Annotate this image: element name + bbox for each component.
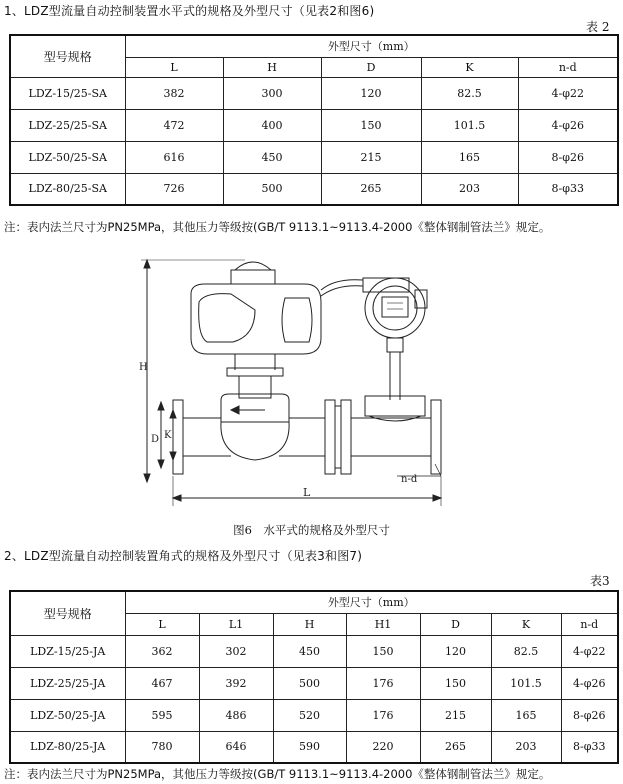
table-cell: 400 [223,109,321,141]
table2-col-header: H [223,57,321,77]
table-cell: 616 [125,141,223,173]
table-cell: LDZ-50/25-SA [10,141,125,173]
table-cell: 362 [125,635,199,667]
table-cell: 4-φ22 [561,635,618,667]
table2-note: 注：表内法兰尺寸为PN25MPa，其他压力等级按(GB/T 9113.1~9113.4-2000《整体钢制管法兰》规定。 [4,220,551,234]
nd-label: n-d [401,474,418,485]
table-cell: 646 [199,731,273,763]
table2 [9,34,619,206]
table-cell: 590 [273,731,346,763]
table-cell: 215 [321,141,421,173]
table-cell: 101.5 [491,667,561,699]
table-cell: LDZ-80/25-JA [10,731,125,763]
l-label: L [303,486,311,499]
table-cell: 265 [321,173,421,205]
table-row [10,141,618,173]
table-row [10,77,618,109]
table-cell: 450 [273,635,346,667]
actuator-dome [235,262,271,270]
table-cell: 780 [125,731,199,763]
table-cell: 382 [125,77,223,109]
table-cell: 520 [273,699,346,731]
figure6-caption: 图6 水平式的规格及外型尺寸 [233,523,390,537]
table-cell: LDZ-50/25-JA [10,699,125,731]
section1-title: 1、LDZ型流量自动控制装置水平式的规格及外型尺寸（见表2和图6) [4,4,375,18]
table3-note: 注：表内法兰尺寸为PN25MPa，其他压力等级按(GB/T 9113.1~9113.4-2000《整体钢制管法兰》规定。 [4,767,551,781]
table-cell: 4-φ22 [518,77,618,109]
table-cell: 8-φ26 [561,699,618,731]
table-cell: 302 [199,635,273,667]
table-cell: 467 [125,667,199,699]
table-cell: 486 [199,699,273,731]
outlet-flange [431,400,441,474]
table-cell: 82.5 [421,77,518,109]
table-cell: 8-φ26 [518,141,618,173]
table-cell: 176 [346,699,420,731]
table-cell: 215 [420,699,491,731]
table-cell: LDZ-15/25-JA [10,635,125,667]
table-cell: 203 [491,731,561,763]
table2-model-header: 型号规格 [10,35,125,77]
table-cell: LDZ-25/25-JA [10,667,125,699]
table3-col-header: K [491,613,561,635]
table-cell: 726 [125,173,223,205]
table3-label: 表3 [590,574,610,588]
figure6-drawing [135,250,495,515]
table2-dims-header: 外型尺寸（mm） [125,35,618,57]
table-cell: 150 [321,109,421,141]
table-cell: 595 [125,699,199,731]
table3-col-header: H [273,613,346,635]
flow-sensor [365,396,425,416]
table-cell: 150 [420,667,491,699]
table-cell: LDZ-80/25-SA [10,173,125,205]
d-label: D [151,434,160,445]
table-cell: 101.5 [421,109,518,141]
table-cell: 8-φ33 [518,173,618,205]
h-label: H [139,362,148,373]
table-cell: 500 [273,667,346,699]
table-row [10,109,618,141]
table3 [9,590,619,764]
table-cell: 220 [346,731,420,763]
table3-model-header: 型号规格 [10,591,125,635]
table-cell: 4-φ26 [561,667,618,699]
table-cell: 265 [420,731,491,763]
table-cell: 300 [223,77,321,109]
table2-col-header: L [125,57,223,77]
table3-col-header: L1 [199,613,273,635]
table-cell: 8-φ33 [561,731,618,763]
table-row [10,731,618,763]
table-row [10,173,618,205]
table-cell: 165 [491,699,561,731]
table-cell: 120 [321,77,421,109]
table-cell: 150 [346,635,420,667]
table2-col-header: n-d [518,57,618,77]
table3-dims-header: 外型尺寸（mm） [125,591,618,613]
table-row [10,699,618,731]
table-cell: 120 [420,635,491,667]
section2-title: 2、LDZ型流量自动控制装置角式的规格及外型尺寸（见表3和图7) [4,549,363,563]
table2-col-header: K [421,57,518,77]
table2-col-header: D [321,57,421,77]
table3-col-header: n-d [561,613,618,635]
table-cell: 500 [223,173,321,205]
table2-label: 表 2 [586,20,610,34]
table-row [10,635,618,667]
table-cell: 165 [421,141,518,173]
table-cell: 176 [346,667,420,699]
table3-col-header: L [125,613,199,635]
table-row [10,667,618,699]
table-cell: 392 [199,667,273,699]
table-cell: 203 [421,173,518,205]
table-cell: LDZ-15/25-SA [10,77,125,109]
table-cell: 82.5 [491,635,561,667]
table-cell: 450 [223,141,321,173]
transmitter-housing [363,278,409,292]
k-label: K [164,430,172,441]
table3-col-header: D [420,613,491,635]
table-cell: 4-φ26 [518,109,618,141]
table-cell: LDZ-25/25-SA [10,109,125,141]
table3-col-header: H1 [346,613,420,635]
table-cell: 472 [125,109,223,141]
inlet-flange [173,400,183,474]
